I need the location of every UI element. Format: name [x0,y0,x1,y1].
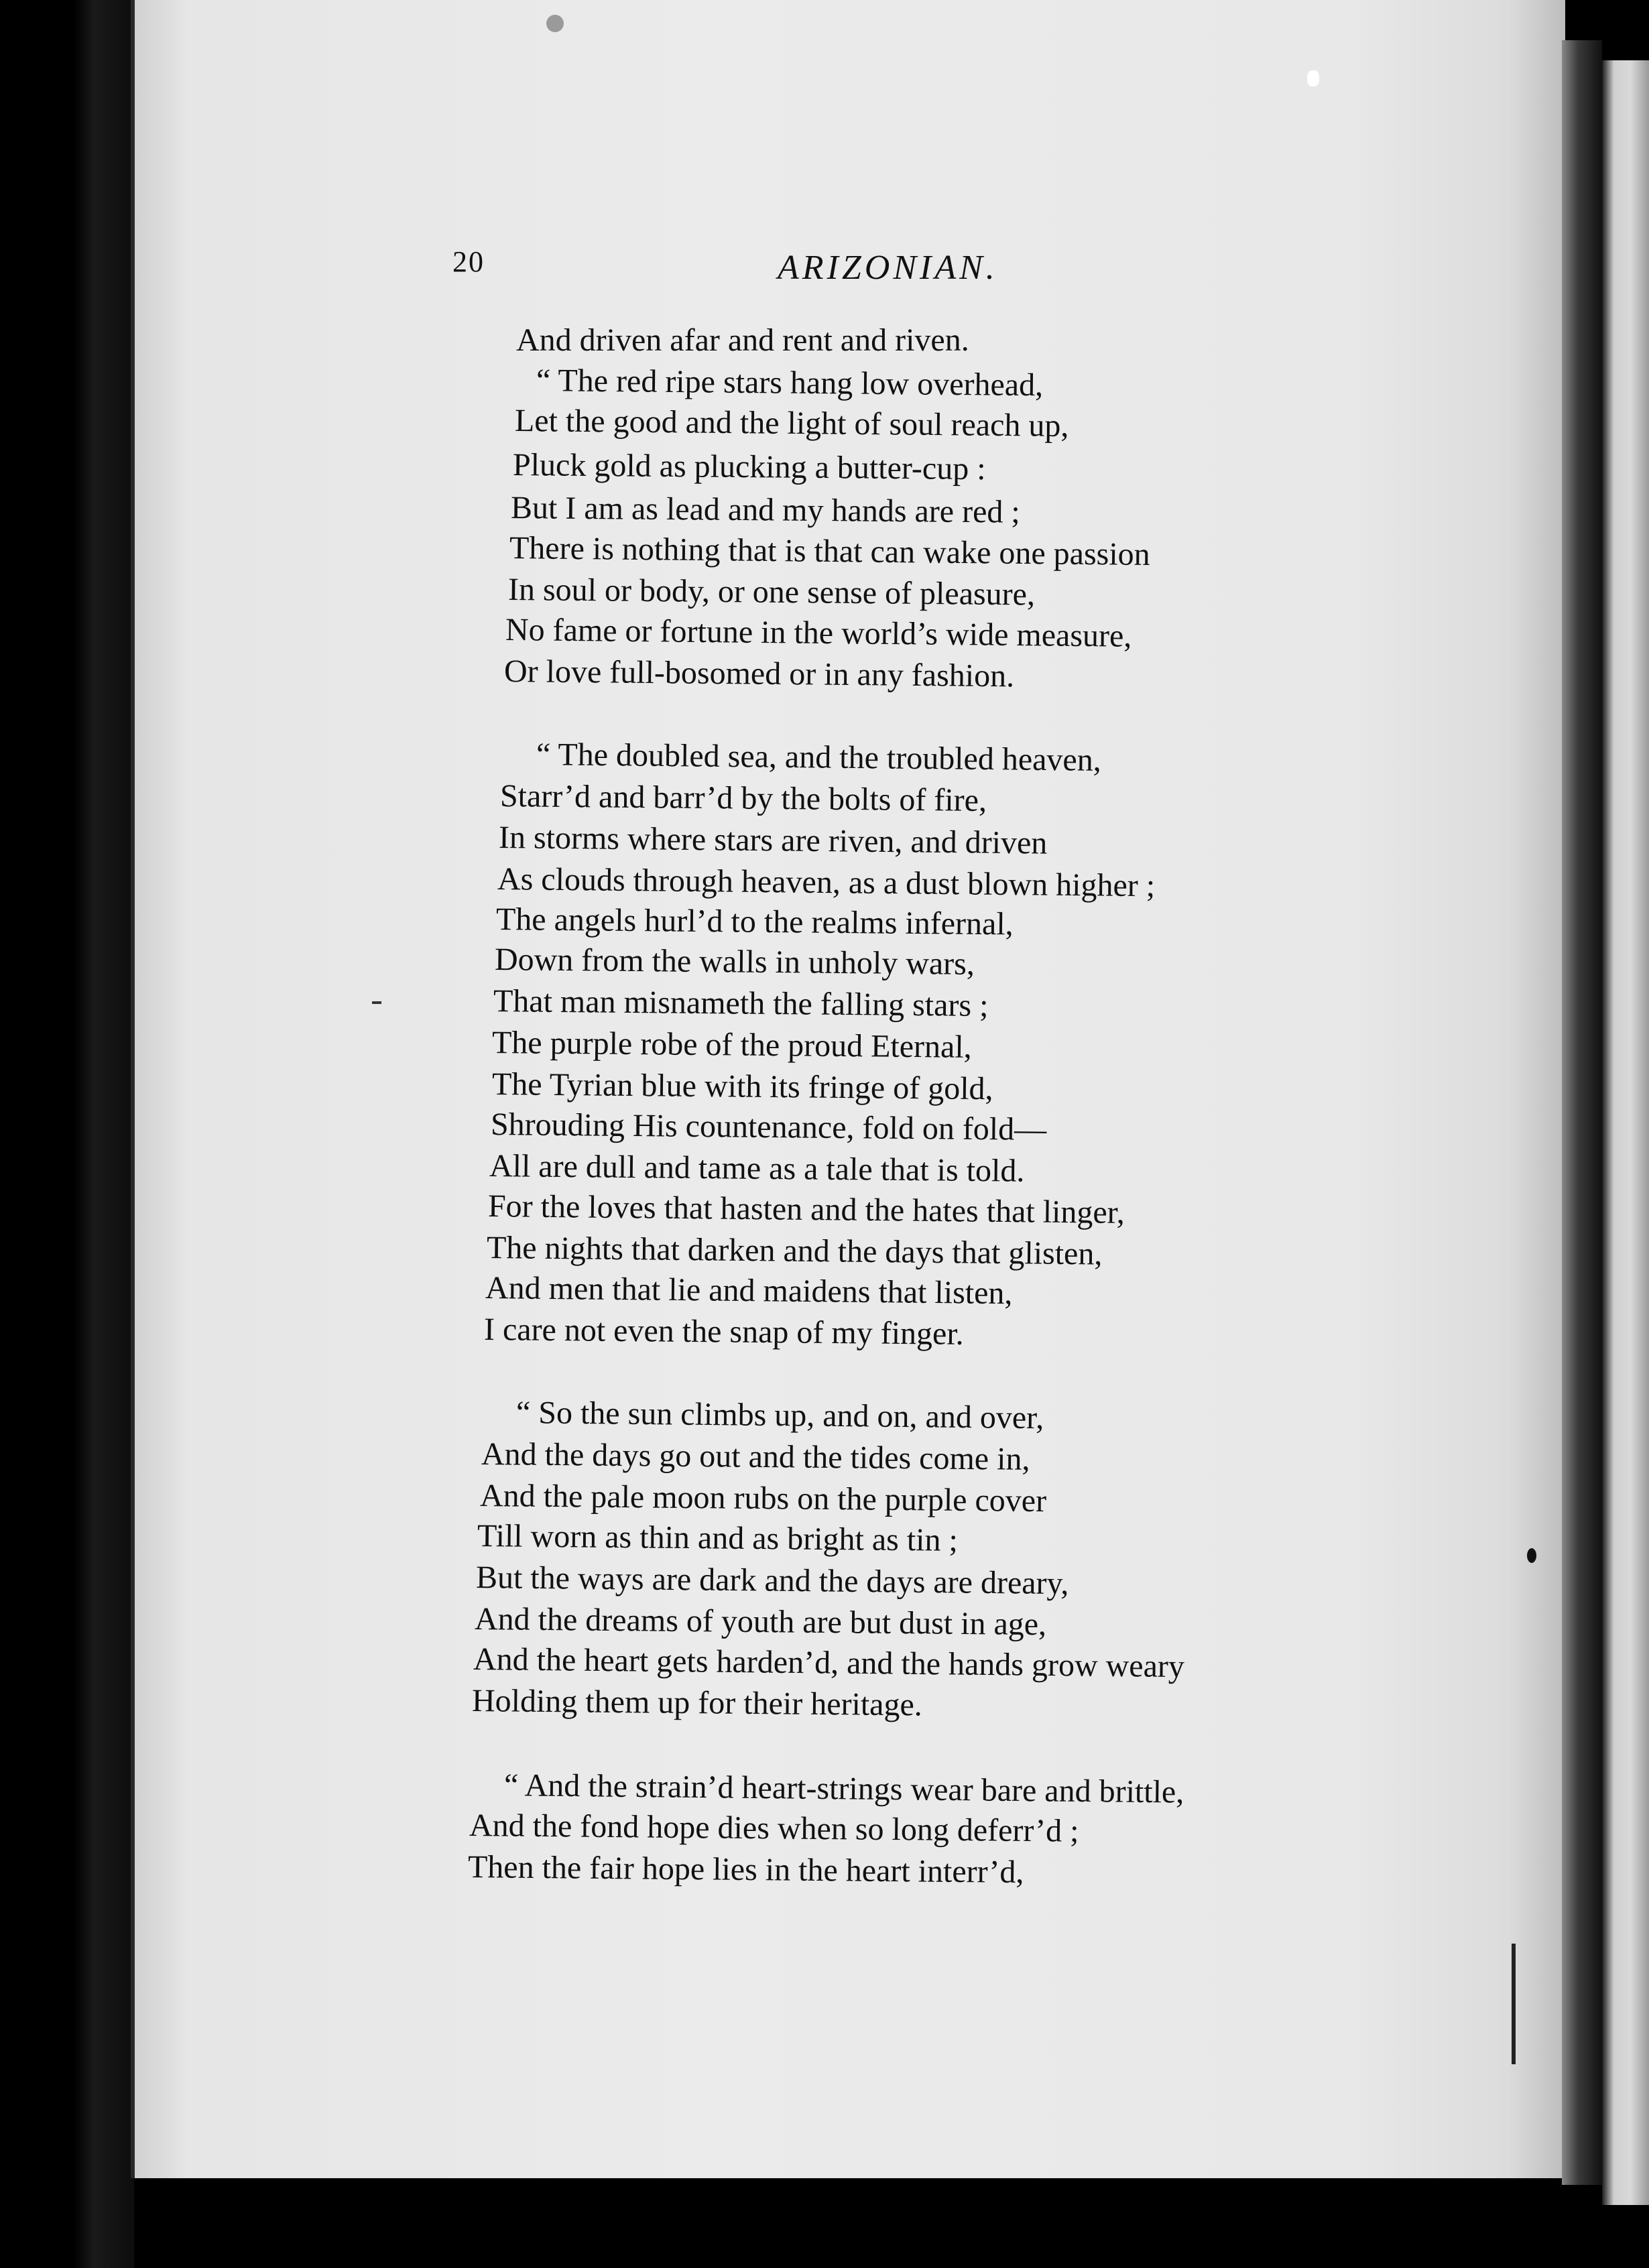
poem-line: And the heart gets harden’d, and the hands grow weary [473,1641,1185,1685]
poem-line: For the loves that hasten and the hates that linger, [487,1188,1125,1231]
poem-line: In soul or body, or one sense of pleasure, [507,572,1036,613]
poem-line: But I am as lead and my hands are red ; [510,490,1020,530]
poem-line: The nights that darken and the days that glisten, [486,1230,1103,1272]
poem-line: And driven afar and rent and riven. [516,322,969,358]
poem-line: Starr’d and barr’d by the bolts of fire, [499,778,987,818]
poem-line: Holding them up for their heritage. [471,1683,923,1723]
poem-line: Shrouding His countenance, fold on fold— [490,1107,1047,1147]
poem-line: Let the good and the light of soul reach up, [514,403,1069,444]
page-number: 20 [452,245,485,278]
poem-line: Then the fair hope lies in the heart interr’d, [467,1849,1024,1890]
poem-line: Or love full-bosomed or in any fashion. [503,653,1015,694]
poem-line: As clouds through heaven, as a dust blown higher ; [497,861,1156,904]
poem-line: All are dull and tame as a tale that is told. [489,1148,1025,1189]
poem-line: And the pale moon rubs on the purple cover [479,1478,1047,1519]
poem-line: And the dreams of youth are but dust in age, [474,1601,1047,1643]
poem-line: Pluck gold as plucking a butter-cup : [512,447,986,487]
poem-line: And men that lie and maidens that listen, [485,1270,1013,1312]
poem-line: And the days go out and the tides come in, [481,1436,1030,1477]
poem-line: “ The red ripe stars hang low overhead, [536,363,1044,403]
poem-line: “ And the strain’d heart-strings wear bare and brittle, [503,1767,1184,1810]
running-head: ARIZONIAN. [778,249,998,287]
poem-line: There is nothing that is that can wake one passion [509,530,1150,573]
poem-line: The angels hurl’d to the realms infernal, [495,901,1014,942]
poem-line: And the fond hope dies when so long deferr’d ; [469,1808,1079,1849]
poem-line: “ So the sun climbs up, and on, and over, [515,1395,1044,1436]
poem-line: The Tyrian blue with its fringe of gold, [491,1066,993,1107]
poem-line: The purple robe of the proud Eternal, [491,1025,972,1065]
poem-line: That man misnameth the falling stars ; [493,983,989,1024]
poem-line: Down from the walls in unholy wars, [494,942,975,982]
poem-line: No fame or fortune in the world’s wide measure, [505,612,1132,654]
poem-line: But the ways are dark and the days are dreary, [475,1560,1069,1602]
poem-line: Till worn as thin and as bright as tin ; [477,1518,959,1558]
poem-line: I care not even the snap of my finger. [483,1312,964,1352]
poem-line: In storms where stars are riven, and driven [498,820,1048,861]
poem-line: “ The doubled sea, and the troubled heaven, [536,737,1102,778]
